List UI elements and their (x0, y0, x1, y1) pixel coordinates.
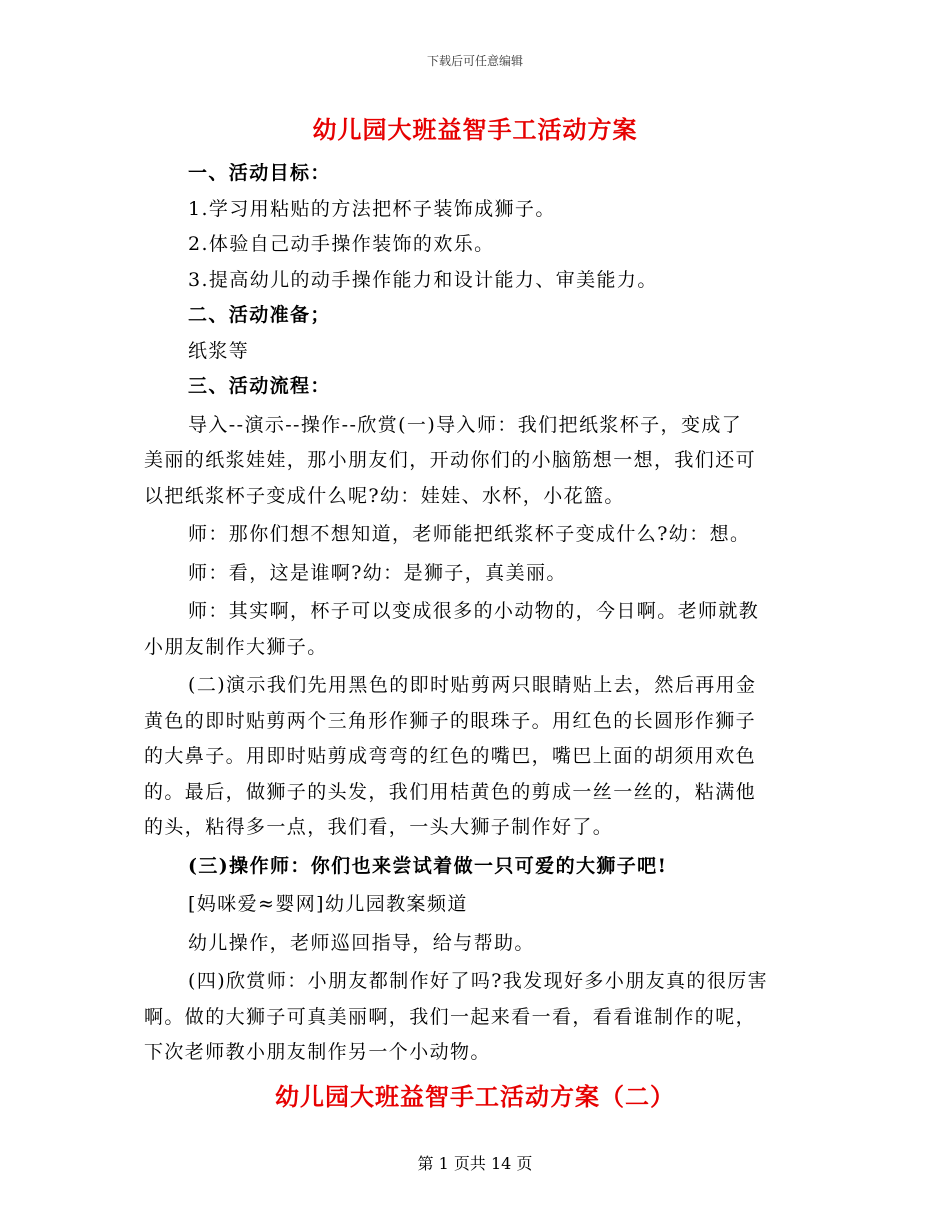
section-heading-process: 三、活动流程： (188, 375, 331, 397)
paragraph-line: 的大鼻子。用即时贴剪成弯弯的红色的嘴巴，嘴巴上面的胡须用欢色 (144, 745, 757, 767)
section-heading-preparation: 二、活动准备； (188, 304, 331, 326)
document-title-second: 幼儿园大班益智手工活动方案（二） (275, 1082, 675, 1111)
paragraph-line: (二)演示我们先用黑色的即时贴剪两只眼睛贴上去，然后再用金 (188, 674, 757, 696)
paragraph-line: 师：其实啊，杯子可以变成很多的小动物的，今日啊。老师就教 (188, 600, 760, 622)
paragraph-line: 师：那你们想不想知道，老师能把纸浆杯子变成什么?幼：想。 (188, 523, 751, 545)
page-header-note: 下载后可任意编辑 (426, 54, 523, 68)
goal-item: 3.提高幼儿的动手操作能力和设计能力、审美能力。 (188, 268, 658, 291)
paragraph-line: 幼儿操作，老师巡回指导，给与帮助。 (188, 931, 535, 954)
paragraph-line: 师：看，这是谁啊?幼：是狮子，真美丽。 (188, 561, 567, 584)
goal-item: 1.学习用粘贴的方法把杯子装饰成狮子。 (188, 197, 556, 220)
paragraph-line: [妈咪爱≈婴网]幼儿园教案频道 (188, 893, 468, 915)
paragraph-line: 以把纸浆杯子变成什么呢?幼：娃娃、水杯，小花篮。 (144, 484, 625, 507)
paragraph-line: 的头，粘得多一点，我们看，一头大狮子制作好了。 (144, 816, 614, 838)
page-footer-number: 第 1 页共 14 页 (417, 1154, 533, 1173)
document-title: 幼儿园大班益智手工活动方案 (312, 115, 638, 144)
document-body (144, 156, 809, 1071)
paragraph-line: 的。最后，做狮子的头发，我们用桔黄色的剪成一丝一丝的，粘满他 (144, 780, 757, 803)
goal-item: 2.体验自己动手操作装饰的欢乐。 (188, 233, 495, 255)
paragraph-line: 啊。做的大狮子可真美丽啊，我们一起来看一看，看看谁制作的呢， (144, 1005, 757, 1028)
paragraph-line-bold: (三)操作师：你们也来尝试着做一只可爱的大狮子吧! (188, 854, 668, 877)
paragraph-line: 黄色的即时贴剪两个三角形作狮子的眼珠子。用红色的长圆形作狮子 (144, 709, 757, 732)
paragraph-line: 导入--演示--操作--欣赏(一)导入师：我们把纸浆杯子，变成了 (188, 413, 743, 436)
paragraph-line: 美丽的纸浆娃娃，那小朋友们，开动你们的小脑筋想一想，我们还可 (144, 449, 757, 471)
paragraph-line: 下次老师教小朋友制作另一个小动物。 (144, 1041, 491, 1063)
preparation-text: 纸浆等 (188, 339, 250, 362)
paragraph-line: (四)欣赏师：小朋友都制作好了吗?我发现好多小朋友真的很厉害 (188, 970, 769, 992)
paragraph-line: 小朋友制作大狮子。 (144, 635, 328, 658)
section-heading-goals: 一、活动目标： (188, 162, 331, 184)
